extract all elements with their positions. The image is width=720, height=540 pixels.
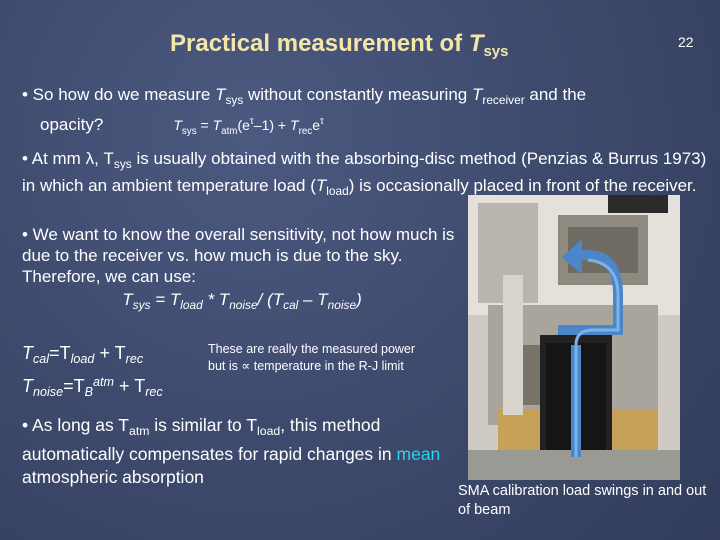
sma-calibration-load-photo <box>468 195 680 480</box>
photo-illustration <box>468 195 680 480</box>
tnoise-equation: $T_{noise}=T_B^{atm} + T_{rec}$ <box>22 375 163 399</box>
slide-number: 22 <box>678 34 694 50</box>
bullet-compensation: • As long as $T_{atm}$ is similar to $T_{load}$, this method automatically compensates for rapid changes in mean atmospheric absorption <box>22 415 441 487</box>
tcal-equation: $T_{cal}=T_{load} + T_{rec}$ <box>22 343 144 366</box>
bullet-measure-tsys <box>22 84 702 142</box>
bullet-absorbing-disc: • At mm λ, $T_{sys}$ is usually obtained with the absorbing-disc method (Penzias & Burrus 1973) in which an ambient temperature load $(T_{load})$ is occasionally placed in front of the receiver. <box>22 149 707 198</box>
title-text: Practical measurement of <box>170 30 469 57</box>
title-variable: T <box>468 30 484 57</box>
tsys-formula: $T_{sys} = T_{atm}(e^\tau-1) + T_{rec}e^\tau$ <box>173 116 324 137</box>
photo-caption: SMA calibration load swings in and out of beam <box>458 483 707 518</box>
rj-limit-note: These are really the measured power but is ∝ temperature in the R-J limit <box>208 342 416 373</box>
bullet1-line2: opacity? $T_{sys} = T_{atm}(e^\tau-1) + T_{rec}e^\tau$ <box>40 115 324 137</box>
bullet-overall-sensitivity: • We want to know the overall sensitivity, not how much is due to the receiver vs. how much is due to the sky. Therefore, we can use: $T_{sys} = T_{load} * T_{noise}/$ $(T_{cal} - T_{noise})$ <box>22 224 462 316</box>
highlight-mean: mean <box>396 444 441 464</box>
bullet1-line1: • So how do we measure $T_{sys}$ without constantly measuring $T_{receiver}$ and the <box>22 85 587 107</box>
slide-title <box>170 30 509 60</box>
calibration-equations <box>22 342 163 404</box>
tsys-ratio-equation: $T_{sys} = T_{load} * T_{noise}/$ $(T_{cal} - T_{noise})$ <box>122 290 362 312</box>
title-subscript: sys <box>483 43 509 60</box>
